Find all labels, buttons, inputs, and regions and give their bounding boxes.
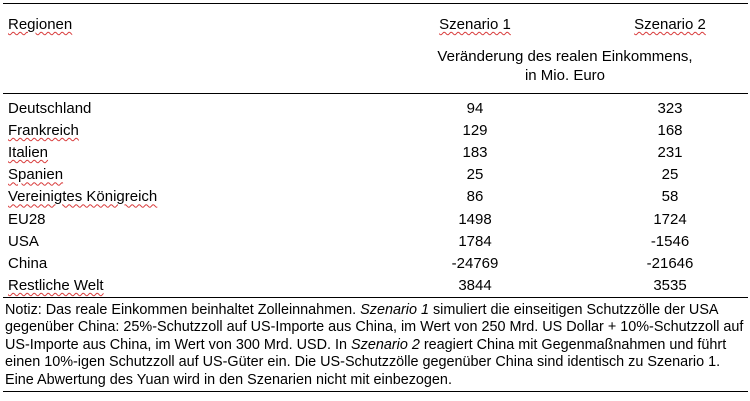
scenario-2-value: -21646 — [646, 254, 694, 272]
region-name: Italien — [8, 144, 49, 162]
scenario-1-value: 129 — [462, 122, 488, 140]
footnote-bottom-rule — [3, 391, 748, 392]
scenario-2-value: 1724 — [653, 210, 687, 228]
region-name: Spanien — [8, 166, 64, 184]
scenario-2-value: 3535 — [653, 276, 687, 294]
scenario-1-value: 183 — [462, 144, 488, 162]
table-bottom-rule — [3, 297, 748, 298]
scenario-2-value: 25 — [661, 166, 679, 184]
header-divider-rule — [3, 93, 748, 94]
scenario-1-value: 3844 — [458, 276, 492, 294]
region-name: Restliche Welt — [8, 276, 104, 294]
scenario-1-value: 94 — [466, 100, 484, 117]
header-region: Regionen — [8, 16, 73, 33]
scenario-1-value: 86 — [466, 188, 484, 206]
header-scenario-1: Szenario 1 — [439, 16, 511, 33]
header-scenario-2: Szenario 2 — [634, 16, 706, 33]
scenario-1-value: 1784 — [458, 232, 492, 250]
scenario-2-value: 231 — [657, 144, 683, 162]
region-name: EU28 — [8, 210, 46, 228]
region-name: Deutschland — [8, 100, 92, 117]
scenario-2-value: -1546 — [650, 232, 690, 250]
scenario-1-value: 25 — [466, 166, 484, 184]
region-name: China — [8, 254, 48, 272]
region-name: Frankreich — [8, 122, 79, 140]
table-top-rule — [3, 3, 748, 4]
scenario-2-value: 168 — [657, 122, 683, 140]
region-name: Vereinigtes Königreich — [8, 188, 158, 206]
subheader-line-1: Veränderung des realen Einkommens, — [437, 48, 693, 65]
scenario-2-value: 323 — [657, 100, 683, 117]
scenario-1-value: -24769 — [451, 254, 499, 272]
scenario-1-value: 1498 — [458, 210, 492, 228]
scenario-2-value: 58 — [661, 188, 679, 206]
region-name: USA — [8, 232, 39, 250]
table-footnote: Notiz: Das reale Einkommen beinhaltet Zolleinnahmen. Szenario 1 simuliert die einseitigen Schutzzölle der USA gegenüber China: 25%-Schutzzoll auf US-Importe aus China, im Wert von 250 Mrd. US Dollar + 10%-Schutzzoll auf US-Importe aus China, im Wert von 300 Mrd. USD. In Szenario 2 reagiert China mit Gegenmaßnahmen und führt einen 10%-igen Schutzzoll auf US-Güter ein. Die US-Schutzzölle gegenüber China sind identisch zu Szenario 1. Eine Abwertung des Yuan wird in den Szenarien nicht mit einbezogen. — [5, 302, 744, 388]
subheader-line-2: in Mio. Euro — [524, 67, 606, 84]
